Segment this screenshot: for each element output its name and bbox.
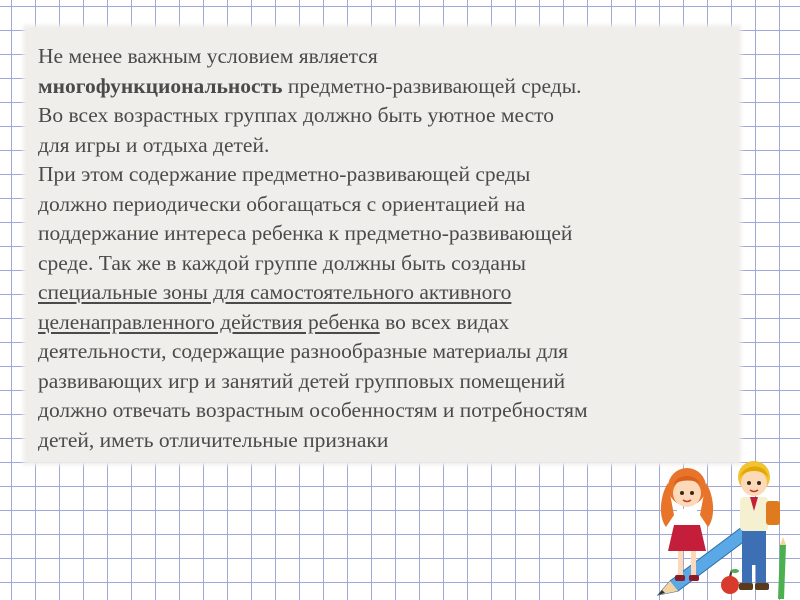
text-line: должно периодически обогащаться с ориентацией на — [38, 191, 526, 216]
text-line: среде. Так же в каждой группе должны быть созданы — [38, 250, 526, 275]
text-bold-term: многофункциональность — [38, 73, 283, 98]
text-line: деятельности, содержащие разнообразные материалы для — [38, 339, 568, 363]
text-line: При этом содержание предметно-развивающей среды — [38, 162, 531, 186]
text-line: должно отвечать возрастным особенностям и потребностям — [38, 398, 588, 422]
pencil-icon — [778, 537, 786, 599]
boy-figure — [738, 461, 780, 590]
text-line: Во всех возрастных группах должно быть уютное место — [38, 103, 554, 127]
text-line: во всех видах — [379, 309, 510, 334]
text-line: детей, иметь отличительные признаки — [38, 427, 389, 452]
slide-text — [38, 42, 738, 455]
text-line: развивающих игр и занятий детей групповых помещений — [38, 368, 566, 393]
apple-icon — [721, 569, 739, 594]
text-underlined: специальные зоны для самостоятельного активного — [38, 280, 512, 304]
text-line: для игры и отдыха детей. — [38, 132, 270, 157]
text-line: поддержание интереса ребенка к предметно-развивающей — [38, 221, 573, 245]
text-underlined: целенаправленного действия ребенка — [38, 309, 380, 334]
school-kids-illustration — [650, 455, 800, 600]
text-line: предметно-развивающей среды. — [282, 73, 582, 98]
text-line: Не менее важным условием является — [38, 44, 378, 68]
